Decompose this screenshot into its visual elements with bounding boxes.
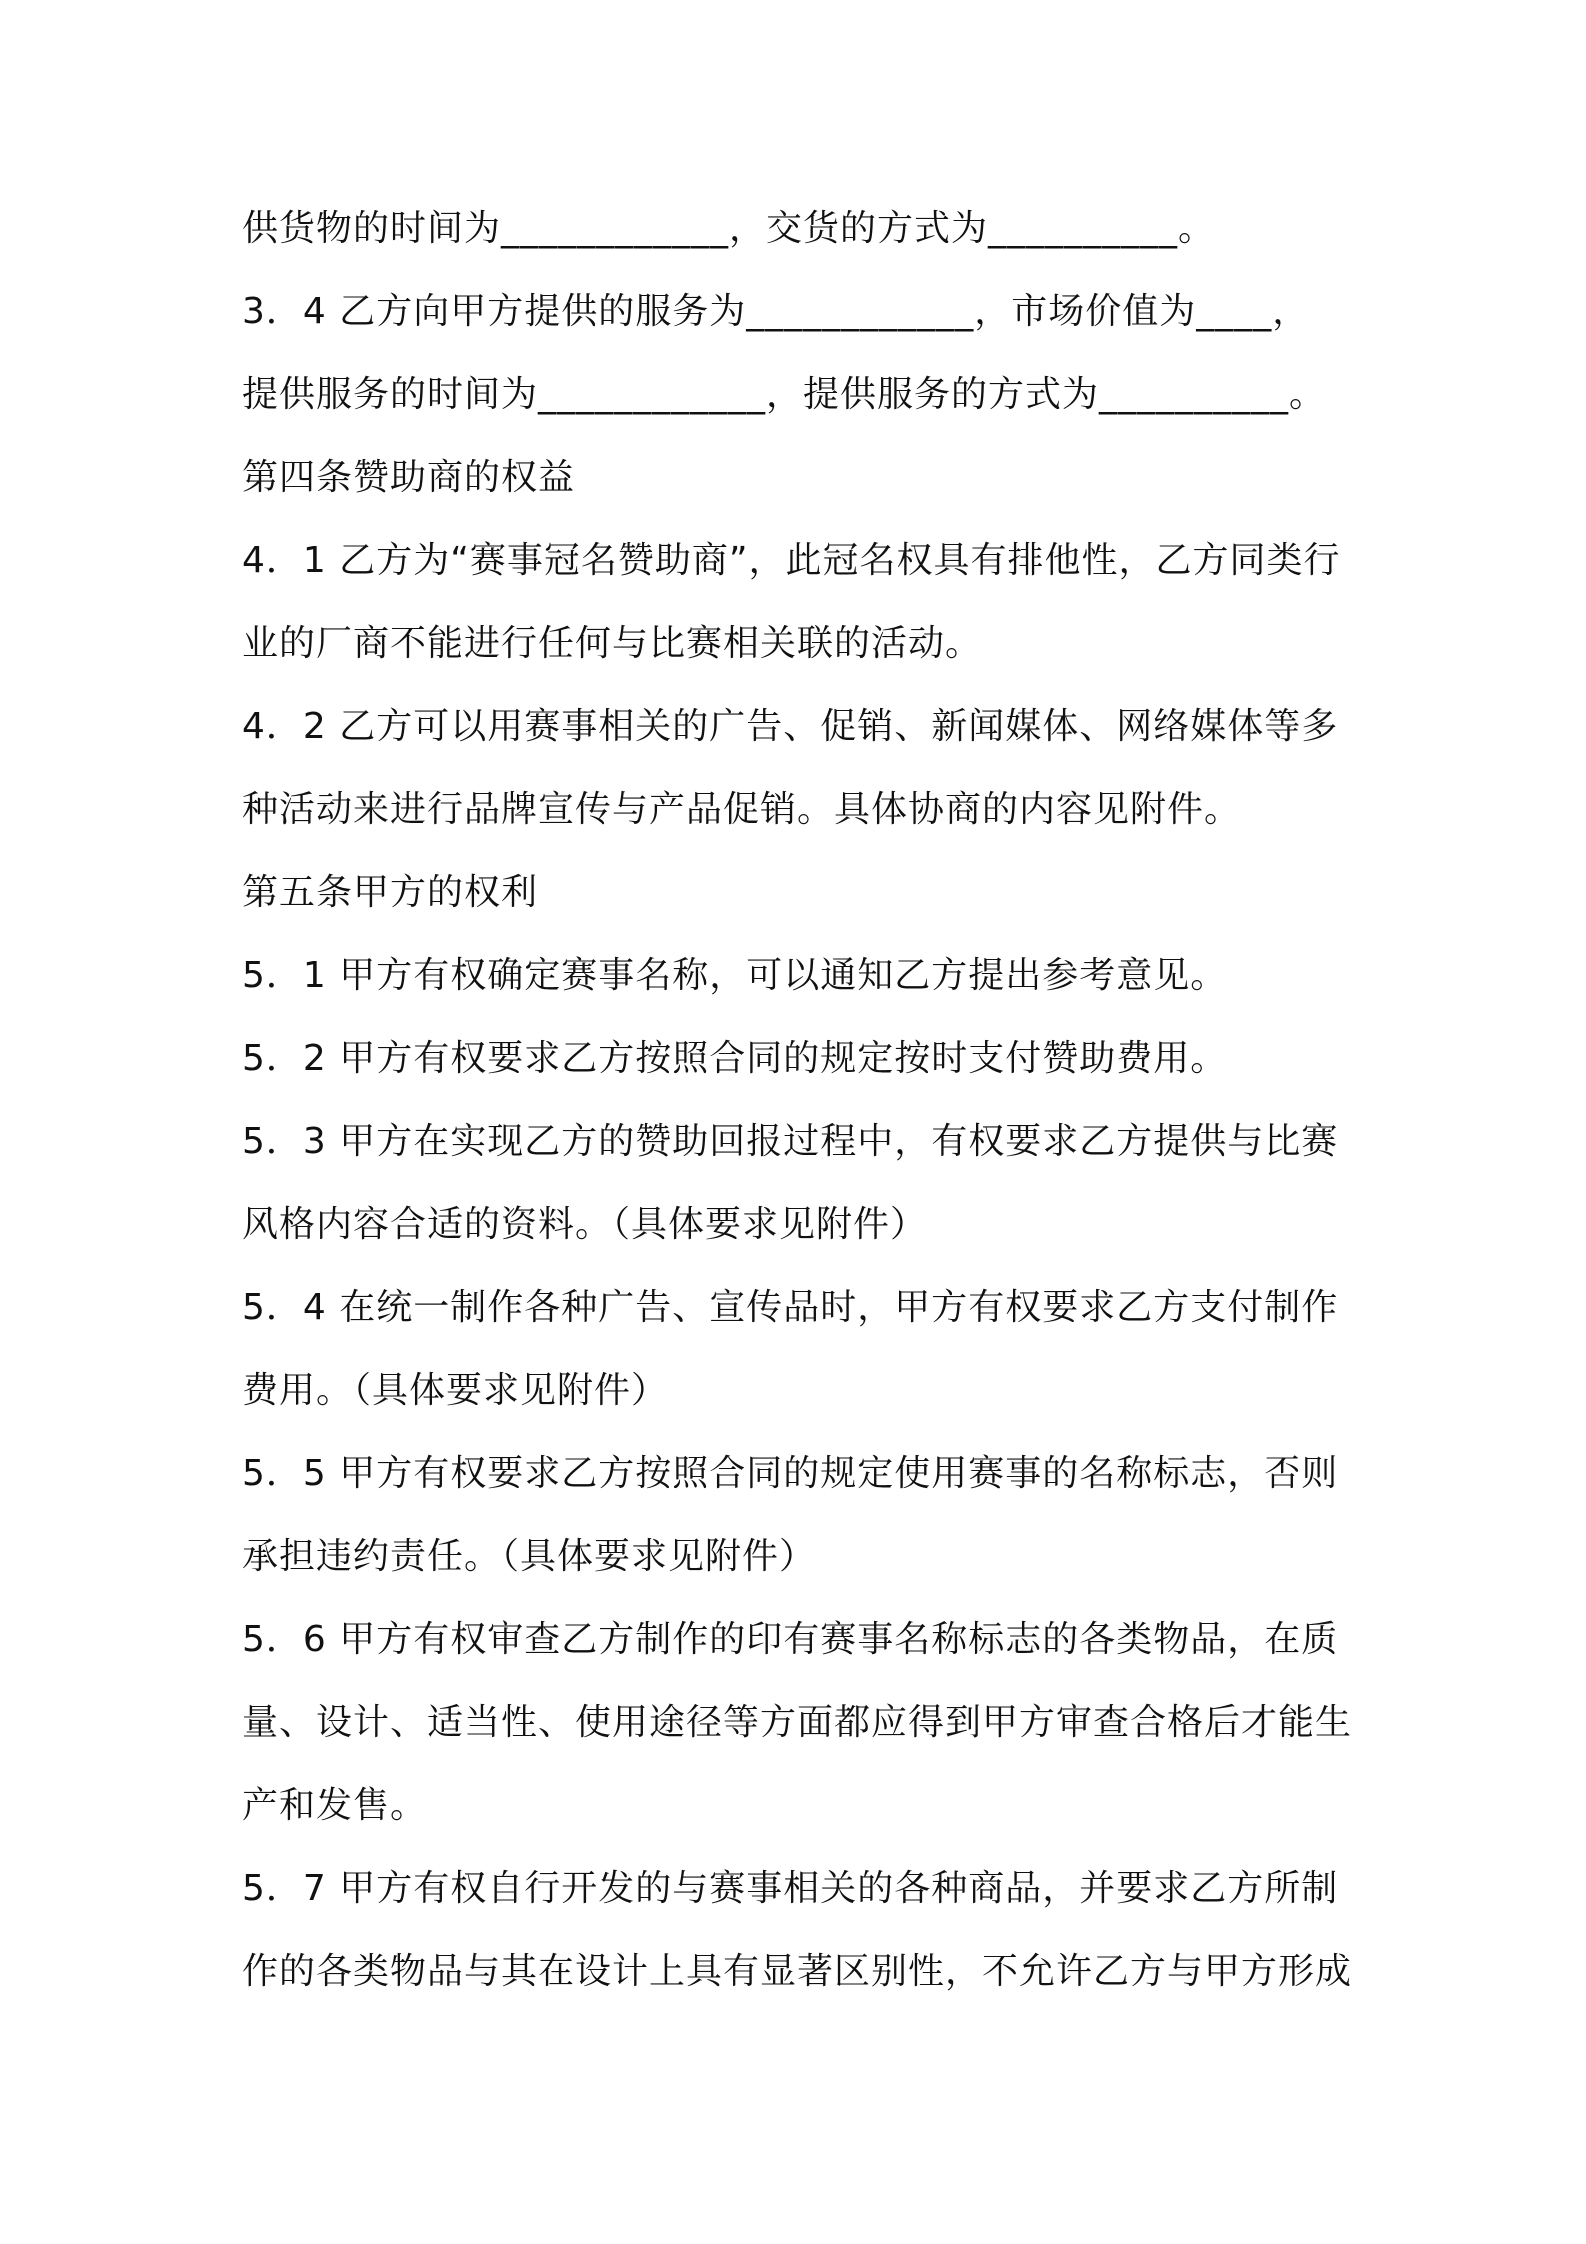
text-line: 作的各类物品与其在设计上具有显著区别性，不允许乙方与甲方形成 bbox=[242, 1951, 1353, 1992]
text-line: 5．2 甲方有权要求乙方按照合同的规定按时支付赞助费用。 bbox=[242, 1038, 1228, 1079]
text-line: 费用。（具体要求见附件） bbox=[242, 1370, 669, 1411]
text-line: 提供服务的时间为____________，提供服务的方式为__________。 bbox=[242, 374, 1327, 415]
text-line: 风格内容合适的资料。（具体要求见附件） bbox=[242, 1204, 928, 1245]
text-line: 4．1 乙方为“赛事冠名赞助商”，此冠名权具有排他性，乙方同类行 bbox=[242, 540, 1341, 581]
text-line: 5．5 甲方有权要求乙方按照合同的规定使用赛事的名称标志，否则 bbox=[242, 1453, 1339, 1494]
text-line: 产和发售。 bbox=[242, 1785, 428, 1826]
section-heading: 第五条甲方的权利 bbox=[242, 872, 539, 913]
text-line: 3．4 乙方向甲方提供的服务为____________，市场价值为____， bbox=[242, 291, 1310, 332]
document-body bbox=[242, 198, 1366, 2024]
text-line: 业的厂商不能进行任何与比赛相关联的活动。 bbox=[242, 623, 983, 664]
text-line: 承担违约责任。（具体要求见附件） bbox=[242, 1536, 817, 1577]
text-line: 量、设计、适当性、使用途径等方面都应得到甲方审查合格后才能生 bbox=[242, 1702, 1353, 1743]
section-heading: 第四条赞助商的权益 bbox=[242, 457, 576, 498]
text-line: 5．3 甲方在实现乙方的赞助回报过程中，有权要求乙方提供与比赛 bbox=[242, 1121, 1339, 1162]
text-line: 4．2 乙方可以用赛事相关的广告、促销、新闻媒体、网络媒体等多 bbox=[242, 706, 1339, 747]
text-line: 种活动来进行品牌宣传与产品促销。具体协商的内容见附件。 bbox=[242, 789, 1242, 830]
text-line: 5．4 在统一制作各种广告、宣传品时，甲方有权要求乙方支付制作 bbox=[242, 1287, 1339, 1328]
text-line: 5．6 甲方有权审查乙方制作的印有赛事名称标志的各类物品，在质 bbox=[242, 1619, 1339, 1660]
text-line: 供货物的时间为____________，交货的方式为__________。 bbox=[242, 208, 1216, 249]
text-line: 5．1 甲方有权确定赛事名称，可以通知乙方提出参考意见。 bbox=[242, 955, 1228, 996]
text-line: 5．7 甲方有权自行开发的与赛事相关的各种商品，并要求乙方所制 bbox=[242, 1868, 1339, 1909]
